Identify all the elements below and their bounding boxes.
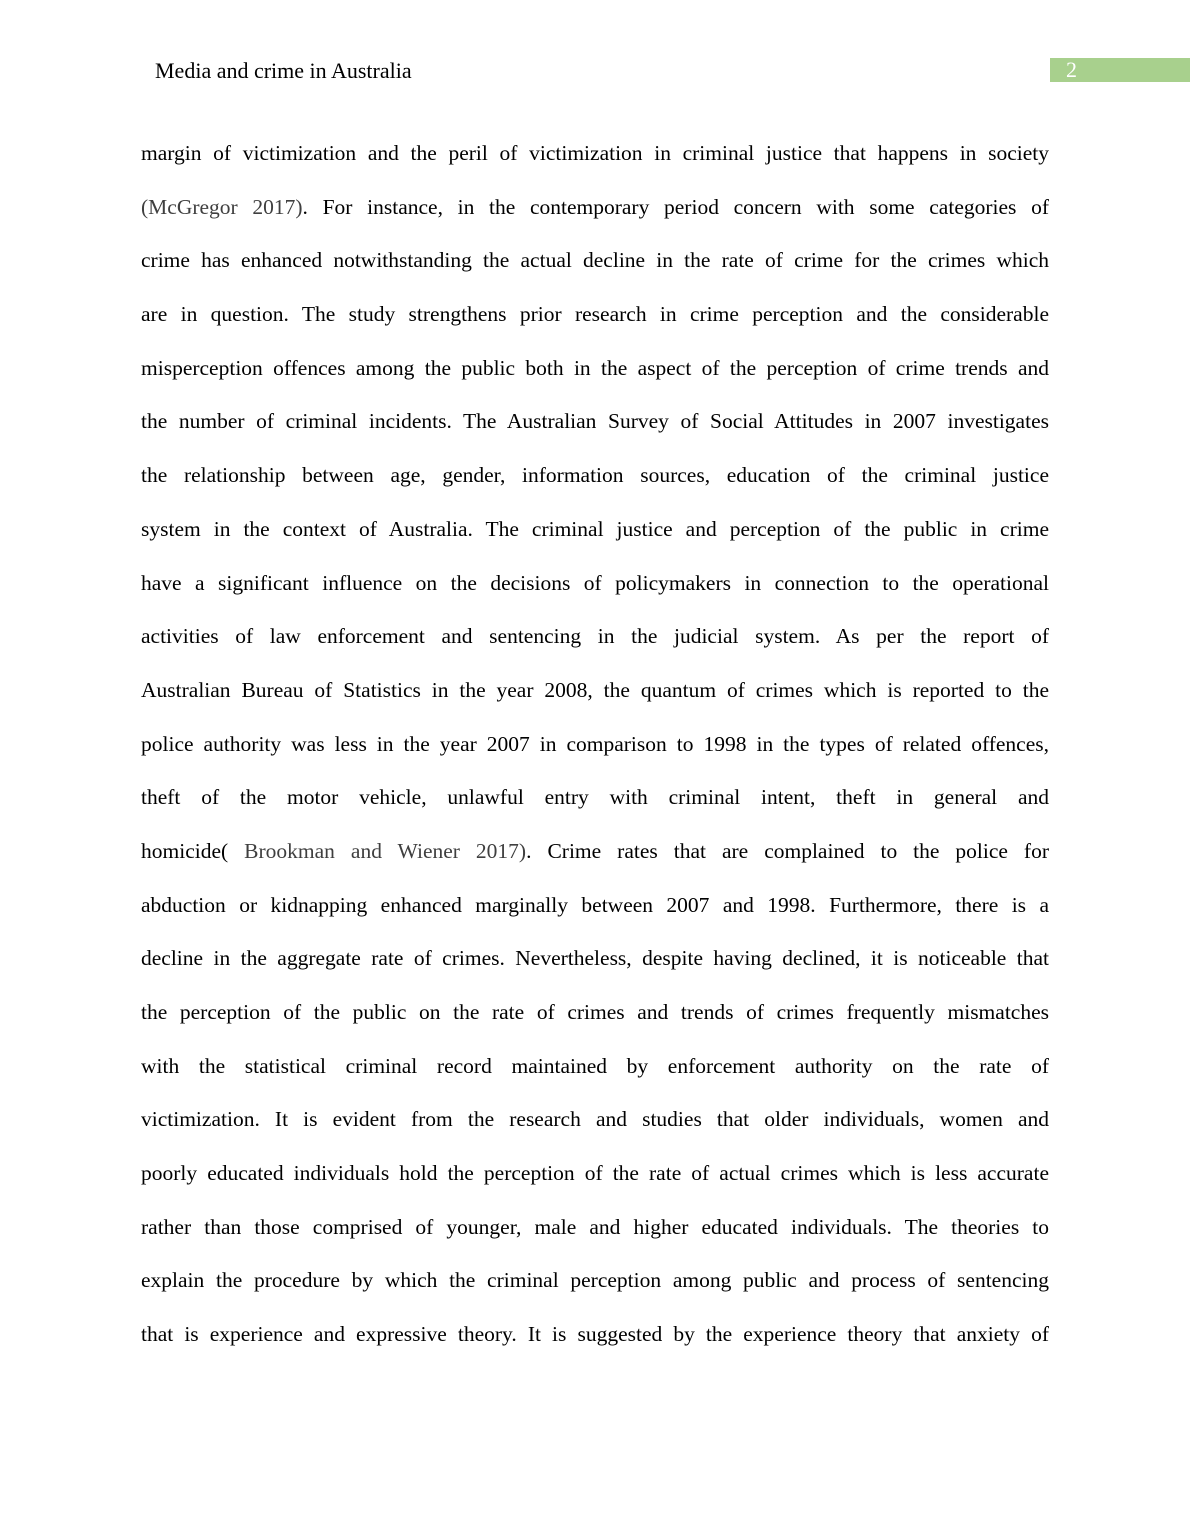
text-line <box>141 1093 1049 1147</box>
page-number: 2 <box>1066 57 1077 82</box>
body-paragraph <box>141 127 1049 1362</box>
citation: Brookman and Wiener 2017) <box>244 838 527 863</box>
text-run: . Crime rates that are complained to the police for <box>526 838 1049 863</box>
text-run: are in question. The study strengthens prior research in crime perception and the considerable <box>141 302 1049 327</box>
text-line <box>141 557 1049 611</box>
text-run: activities of law enforcement and sentencing in the judicial system. As per the report of <box>141 624 1049 649</box>
text-line <box>141 610 1049 664</box>
text-run: the number of criminal incidents. The Australian Survey of Social Attitudes in 2007 investigates <box>141 409 1049 434</box>
text-run: police authority was less in the year 2007 in comparison to 1998 in the types of related offences, <box>141 731 1049 756</box>
text-run: victimization. It is evident from the research and studies that older individuals, women and <box>141 1107 1049 1132</box>
text-line <box>141 1308 1049 1362</box>
text-run: the perception of the public on the rate of crimes and trends of crimes frequently mismatches <box>141 1000 1049 1024</box>
text-line <box>141 718 1049 772</box>
text-run: margin of victimization and the peril of victimization in criminal justice that happens in society <box>141 141 1049 165</box>
text-line <box>141 932 1049 986</box>
text-line <box>141 342 1049 396</box>
text-line <box>141 181 1049 235</box>
text-run: system in the context of Australia. The criminal justice and perception of the public in crime <box>141 516 1049 541</box>
text-run: the relationship between age, gender, information sources, education of the criminal justice <box>141 463 1049 488</box>
text-run: homicide( <box>141 838 245 863</box>
text-run: poorly educated individuals hold the perception of the rate of actual crimes which is less accurate <box>141 1161 1049 1186</box>
text-run: . For instance, in the contemporary period concern with some categories of <box>302 194 1049 219</box>
page-number-bar <box>1050 58 1190 82</box>
text-line <box>141 986 1049 1040</box>
text-line <box>141 879 1049 933</box>
text-run: rather than those comprised of younger, male and higher educated individuals. The theories to <box>141 1214 1049 1239</box>
text-line <box>141 1201 1049 1255</box>
citation: (McGregor 2017) <box>141 194 303 219</box>
text-run: crime has enhanced notwithstanding the actual decline in the rate of crime for the crimes which <box>141 248 1049 273</box>
text-run: have a significant influence on the decisions of policymakers in connection to the operational <box>141 570 1049 595</box>
text-line <box>141 771 1049 825</box>
text-line <box>141 234 1049 288</box>
text-run: with the statistical criminal record maintained by enforcement authority on the rate of <box>141 1053 1049 1078</box>
text-line <box>141 288 1049 342</box>
text-line <box>141 1147 1049 1201</box>
text-run: abduction or kidnapping enhanced marginally between 2007 and 1998. Furthermore, there is a <box>141 892 1049 917</box>
text-line <box>141 449 1049 503</box>
text-line <box>141 1040 1049 1094</box>
running-header-title: Media and crime in Australia <box>155 58 412 83</box>
text-line <box>141 395 1049 449</box>
text-run: that is experience and expressive theory. It is suggested by the experience theory that anxiety of <box>141 1322 1049 1347</box>
text-run: explain the procedure by which the criminal perception among public and process of sentencing <box>141 1268 1049 1293</box>
text-run: decline in the aggregate rate of crimes. Nevertheless, despite having declined, it is noticeable that <box>141 946 1049 971</box>
text-line <box>141 503 1049 557</box>
text-line <box>141 1254 1049 1308</box>
text-line <box>141 127 1049 181</box>
text-line <box>141 825 1049 879</box>
text-line <box>141 664 1049 718</box>
text-run: misperception offences among the public both in the aspect of the perception of crime trends and <box>141 355 1049 380</box>
text-run: theft of the motor vehicle, unlawful entry with criminal intent, theft in general and <box>141 785 1049 810</box>
text-run: Australian Bureau of Statistics in the year 2008, the quantum of crimes which is reported to the <box>141 677 1049 702</box>
